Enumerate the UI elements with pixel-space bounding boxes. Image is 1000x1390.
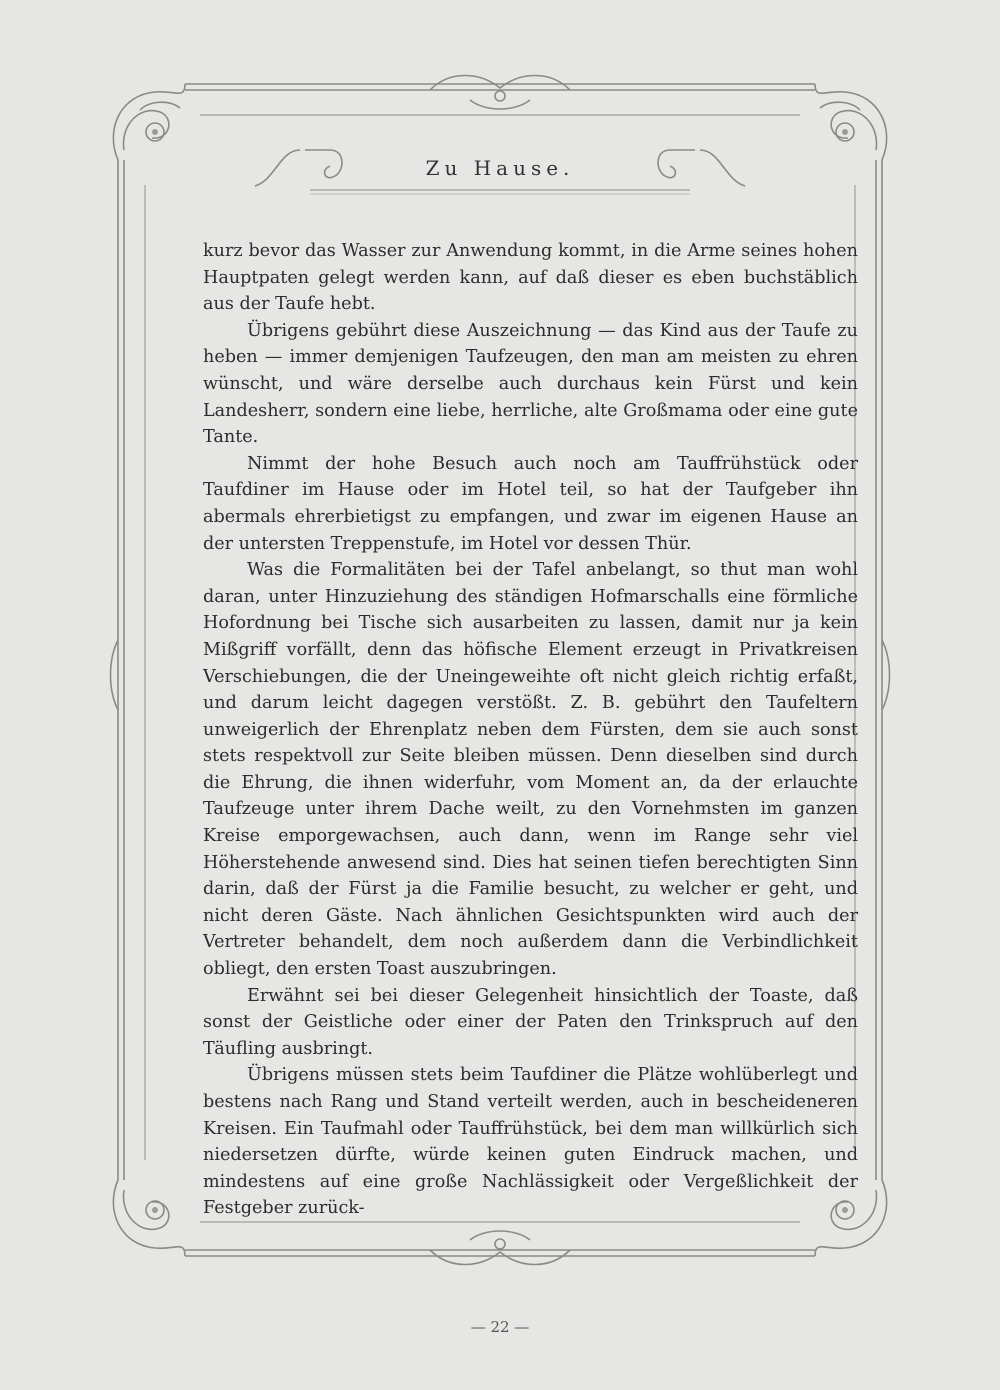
- body-text: [203, 238, 858, 1222]
- paragraph: Was die Formalitäten bei der Tafel anbelangt, so thut man wohl daran, unter Hinzuziehung des ständigen Hofmarschalls eine förmliche Hofordnung bei Tische sich ausarbeiten zu lassen, damit nur ja kein Mißgriff vorfällt, denn das höfische Element erzeugt in Privatkreisen Verschiebungen, die der Uneingeweihte oft nicht gleich richtig erfaßt, und darum leicht dagegen verstößt. Z. B. gebührt den Taufeltern unweigerlich der Ehrenplatz neben dem Fürsten, dem sie auch sonst stets respektvoll zur Seite bleiben müssen. Denn dieselben sind durch die Ehrung, die ihnen widerfuhr, vom Moment an, da der erlauchte Taufzeuge unter ihrem Dache weilt, zu den Vornehmsten im ganzen Kreise emporgewachsen, auch dann, wenn im Range sehr viel Höherstehende anwesend sind. Dies hat seinen tiefen berechtigten Sinn darin, daß der Fürst ja die Familie besucht, zu welcher er geht, und nicht deren Gäste. Nach ähnlichen Gesichtspunkten wird auch der Vertreter behandelt, dem noch außerdem dann die Verbindlichkeit obliegt, den ersten Toast auszubringen.: [203, 560, 858, 980]
- paragraph: Übrigens gebührt diese Auszeichnung — das Kind aus der Taufe zu heben — immer demjenigen Taufzeugen, den man am meisten zu ehren wünscht, und wäre derselbe auch durchaus kein Fürst und kein Landesherr, sondern eine liebe, herrliche, alte Großmama oder eine gute Tante.: [203, 320, 858, 448]
- paragraph: Nimmt der hohe Besuch auch noch am Tauffrühstück oder Taufdiner im Hause oder im Hotel teil, so hat der Taufgeber ihn abermals ehrerbietigst zu empfangen, und zwar im eigenen Hause an der untersten Treppenstufe, im Hotel vor dessen Thür.: [203, 453, 858, 554]
- paragraph: Übrigens müssen stets beim Taufdiner die Plätze wohlüberlegt und bestens nach Rang und Stand verteilt werden, auch in bescheideneren Kreisen. Ein Taufmahl oder Tauffrühstück, bei dem man willkürlich sich niedersetzen dürfte, würde keinen guten Eindruck machen, und mindestens auf eine große Nachlässigkeit oder Vergeßlichkeit der Festgeber zurück-: [203, 1065, 858, 1219]
- running-head: Zu Hause.: [425, 156, 575, 180]
- paragraph: kurz bevor das Wasser zur Anwendung kommt, in die Arme seines hohen Hauptpaten gelegt werden kann, auf daß dieser es eben buchstäblich aus der Taufe hebt.: [203, 241, 858, 315]
- paragraph: Erwähnt sei bei dieser Gelegenheit hinsichtlich der Toaste, daß sonst der Geistliche oder einer der Paten den Trinkspruch auf den Täufling ausbringt.: [203, 985, 858, 1059]
- page-number: — 22 —: [470, 1318, 530, 1336]
